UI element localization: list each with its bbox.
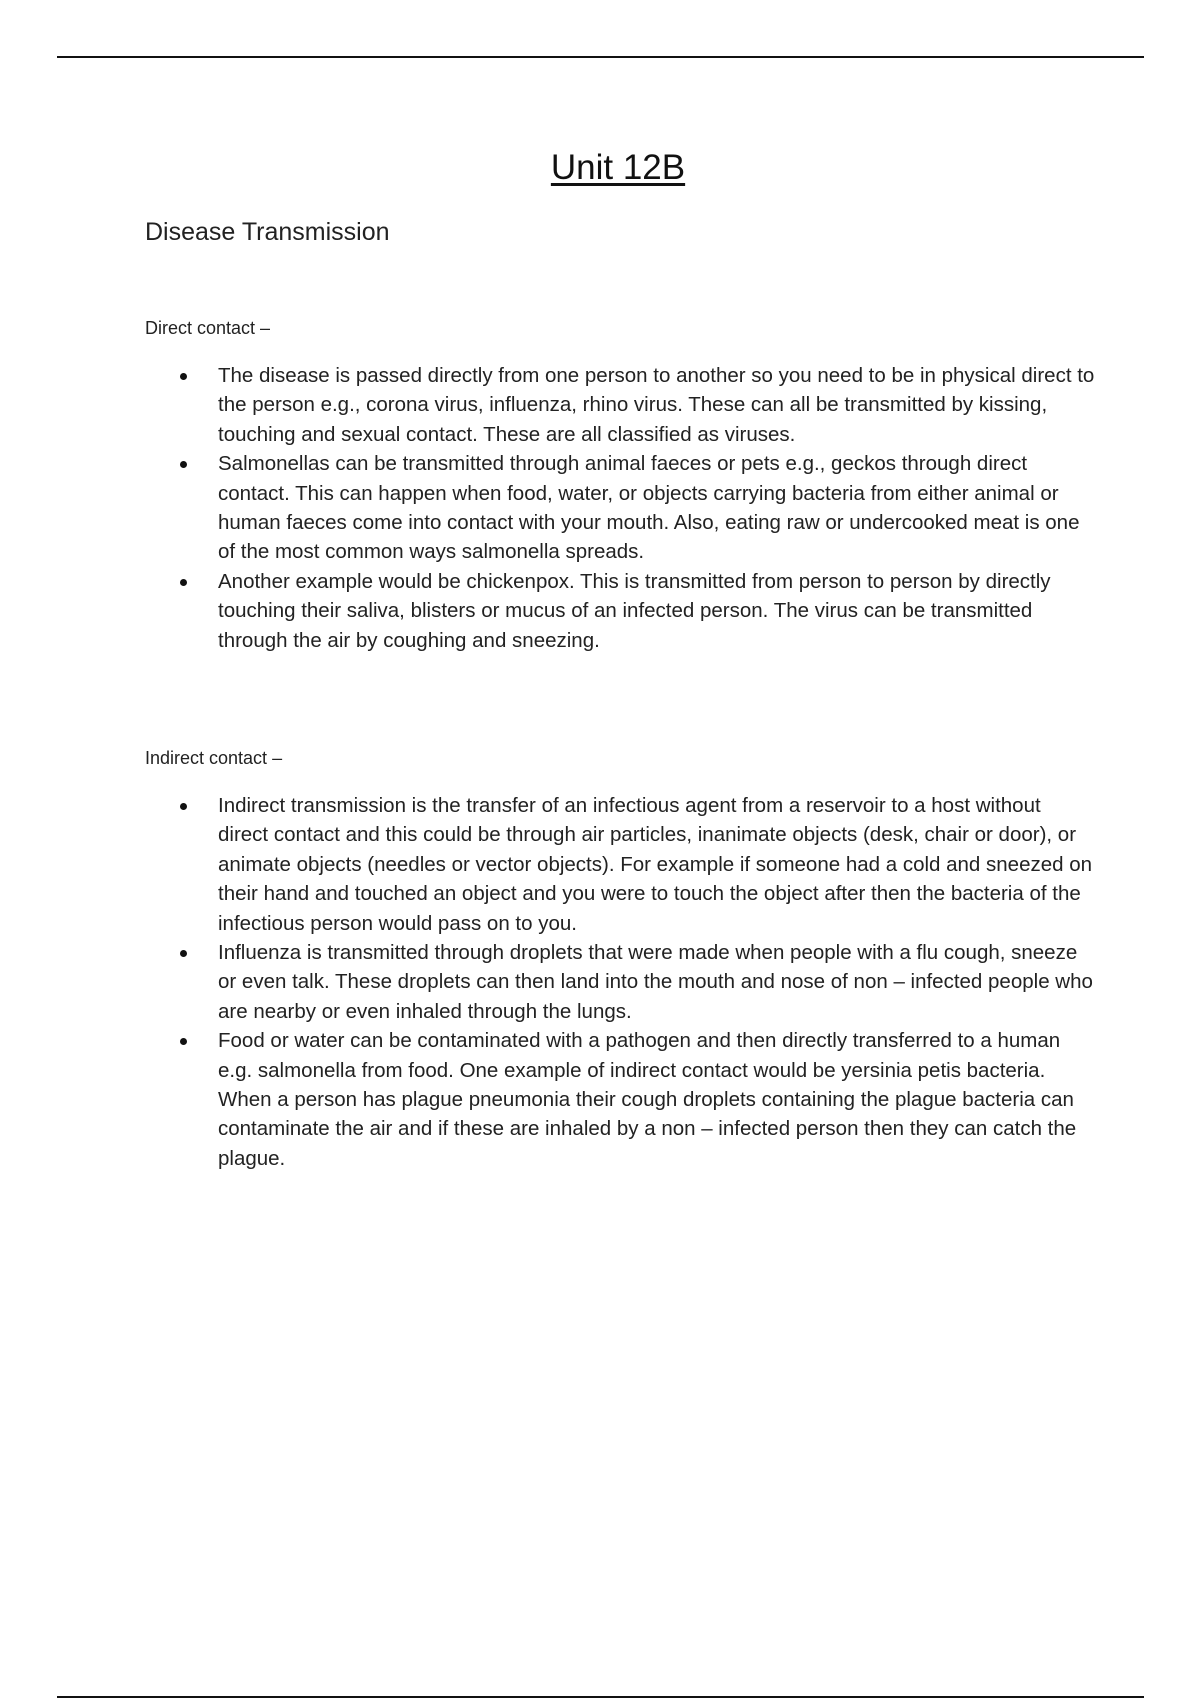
bullet-icon bbox=[180, 803, 187, 810]
list-item bbox=[145, 567, 1095, 655]
page-title: Unit 12B bbox=[550, 148, 686, 187]
footer-rule bbox=[57, 1696, 1144, 1698]
list-item-text: Influenza is transmitted through droplets that were made when people with a flu cough, sneeze or even talk. These droplets can then land into the mouth and nose of non – infected people who are nearby or even inhaled through the lungs. bbox=[218, 941, 1093, 1023]
bullet-list-direct-contact bbox=[145, 361, 1095, 655]
header-rule bbox=[57, 56, 1144, 58]
list-item bbox=[145, 1026, 1095, 1173]
list-item bbox=[145, 938, 1095, 1026]
bullet-icon bbox=[180, 579, 187, 586]
list-item bbox=[145, 449, 1095, 567]
page-subtitle: Disease Transmission bbox=[145, 218, 390, 246]
bullet-icon bbox=[180, 950, 187, 957]
list-item bbox=[145, 791, 1095, 938]
bullet-icon bbox=[180, 373, 187, 380]
bullet-icon bbox=[180, 1038, 187, 1045]
list-item-text: Salmonellas can be transmitted through animal faeces or pets e.g., geckos through direct contact. This can happen when food, water, or objects carrying bacteria from either animal or human faeces come into contact with your mouth. Also, eating raw or undercooked meat is one of the most common ways salmonella spreads. bbox=[218, 452, 1080, 564]
list-item-text: Food or water can be contaminated with a pathogen and then directly transferred to a human e.g. salmonella from food. One example of indirect contact would be yersinia petis bacteria. When a person has plague pneumonia their cough droplets containing the plague bacteria can contaminate the air and if these are inhaled by a non – infected person then they can catch the plague. bbox=[218, 1029, 1077, 1170]
list-item-text: The disease is passed directly from one person to another so you need to be in physical direct to the person e.g., corona virus, influenza, rhino virus. These can all be transmitted by kissing, touching and sexual contact. These are all classified as viruses. bbox=[218, 364, 1095, 446]
list-item-text: Indirect transmission is the transfer of an infectious agent from a reservoir to a host without direct contact and this could be through air particles, inanimate objects (desk, chair or door), or animate objects (needles or vector objects). For example if someone had a cold and sneezed on their hand and touched an object and you were to touch the object after then the bacteria of the infectious person would pass on to you. bbox=[218, 794, 1093, 935]
list-item-text: Another example would be chickenpox. This is transmitted from person to person by directly touching their saliva, blisters or mucus of an infected person. The virus can be transmitted through the air by coughing and sneezing. bbox=[218, 569, 1051, 652]
section-heading-indirect-contact: Indirect contact – bbox=[145, 748, 283, 768]
bullet-icon bbox=[180, 461, 187, 468]
section-heading-direct-contact: Direct contact – bbox=[145, 318, 271, 338]
bullet-list-indirect-contact bbox=[145, 791, 1095, 1173]
list-item bbox=[145, 361, 1095, 449]
